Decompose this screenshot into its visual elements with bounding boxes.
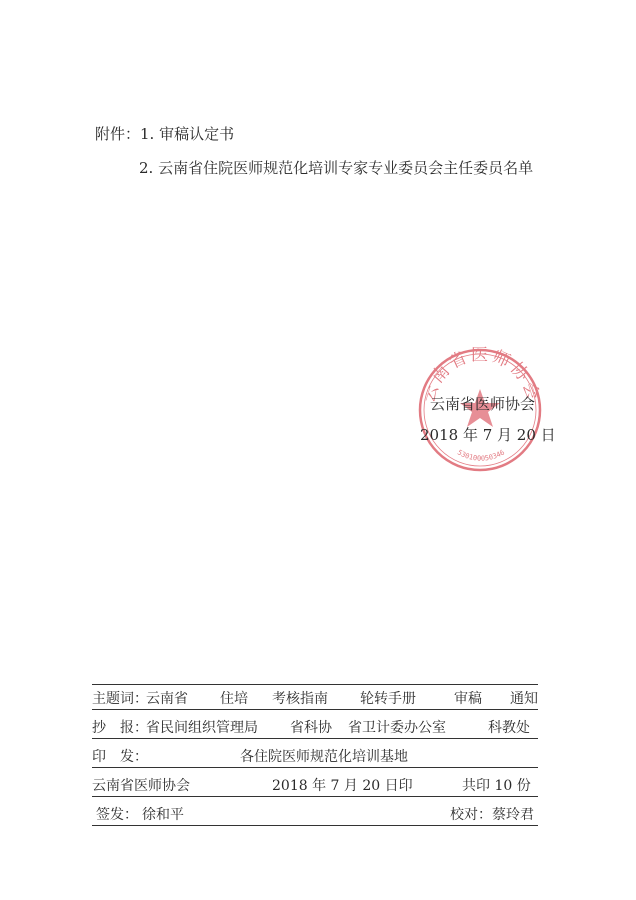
copies: 共印 10 份 <box>462 778 531 794</box>
attachment-item-1 <box>95 124 234 144</box>
subject-term: 审稿 <box>454 691 482 707</box>
subject-term: 考核指南 <box>272 691 328 707</box>
signature-org: 云南省医师协会 <box>430 395 536 413</box>
svg-text:530100050346 <box>456 448 506 462</box>
distribute-label: 印 发： <box>92 749 148 765</box>
seal-top-text: 云南省医师协会 <box>418 345 544 405</box>
subject-term: 云南省 <box>146 691 188 707</box>
seal-code-text: 530100050346 <box>455 448 507 463</box>
subject-term: 轮转手册 <box>360 691 416 707</box>
cc-item: 省卫计委办公室 <box>348 720 446 736</box>
attachment-item-2 <box>139 158 533 178</box>
sign-row <box>92 800 538 824</box>
subject-row <box>92 684 538 708</box>
signer-label: 签发： <box>96 807 138 823</box>
print-date: 2018 年 7 月 20 日印 <box>272 778 413 794</box>
footer-rule <box>92 767 538 768</box>
footer-rule <box>92 796 538 797</box>
cc-item: 省科协 <box>290 720 332 736</box>
issuer-row <box>92 771 538 795</box>
subject-term: 通知 <box>510 691 538 707</box>
cc-item: 科教处 <box>488 720 530 736</box>
footer-rule <box>92 738 538 739</box>
cc-label: 抄 报： <box>92 720 148 736</box>
attachments-label: 附件： <box>95 125 141 143</box>
proofreader: 蔡玲君 <box>492 807 534 823</box>
cc-item: 省民间组织管理局 <box>146 720 258 736</box>
attachment-text-1: 1. 审稿认定书 <box>140 125 235 143</box>
distribute-row <box>92 742 538 766</box>
distribute-to: 各住院医师规范化培训基地 <box>240 749 408 765</box>
signer: 徐和平 <box>142 807 184 823</box>
subject-label: 主题词： <box>92 691 148 707</box>
cc-row <box>92 713 538 737</box>
footer-rule-bottom <box>92 825 538 826</box>
footer-rule <box>92 709 538 710</box>
proofreader-label: 校对： <box>450 807 492 823</box>
attachment-text-2: 2. 云南省住院医师规范化培训专家专业委员会主任委员名单 <box>139 159 534 177</box>
issuer: 云南省医师协会 <box>92 778 190 794</box>
subject-term: 住培 <box>220 691 248 707</box>
signature-date: 2018 年 7 月 20 日 <box>420 426 556 444</box>
